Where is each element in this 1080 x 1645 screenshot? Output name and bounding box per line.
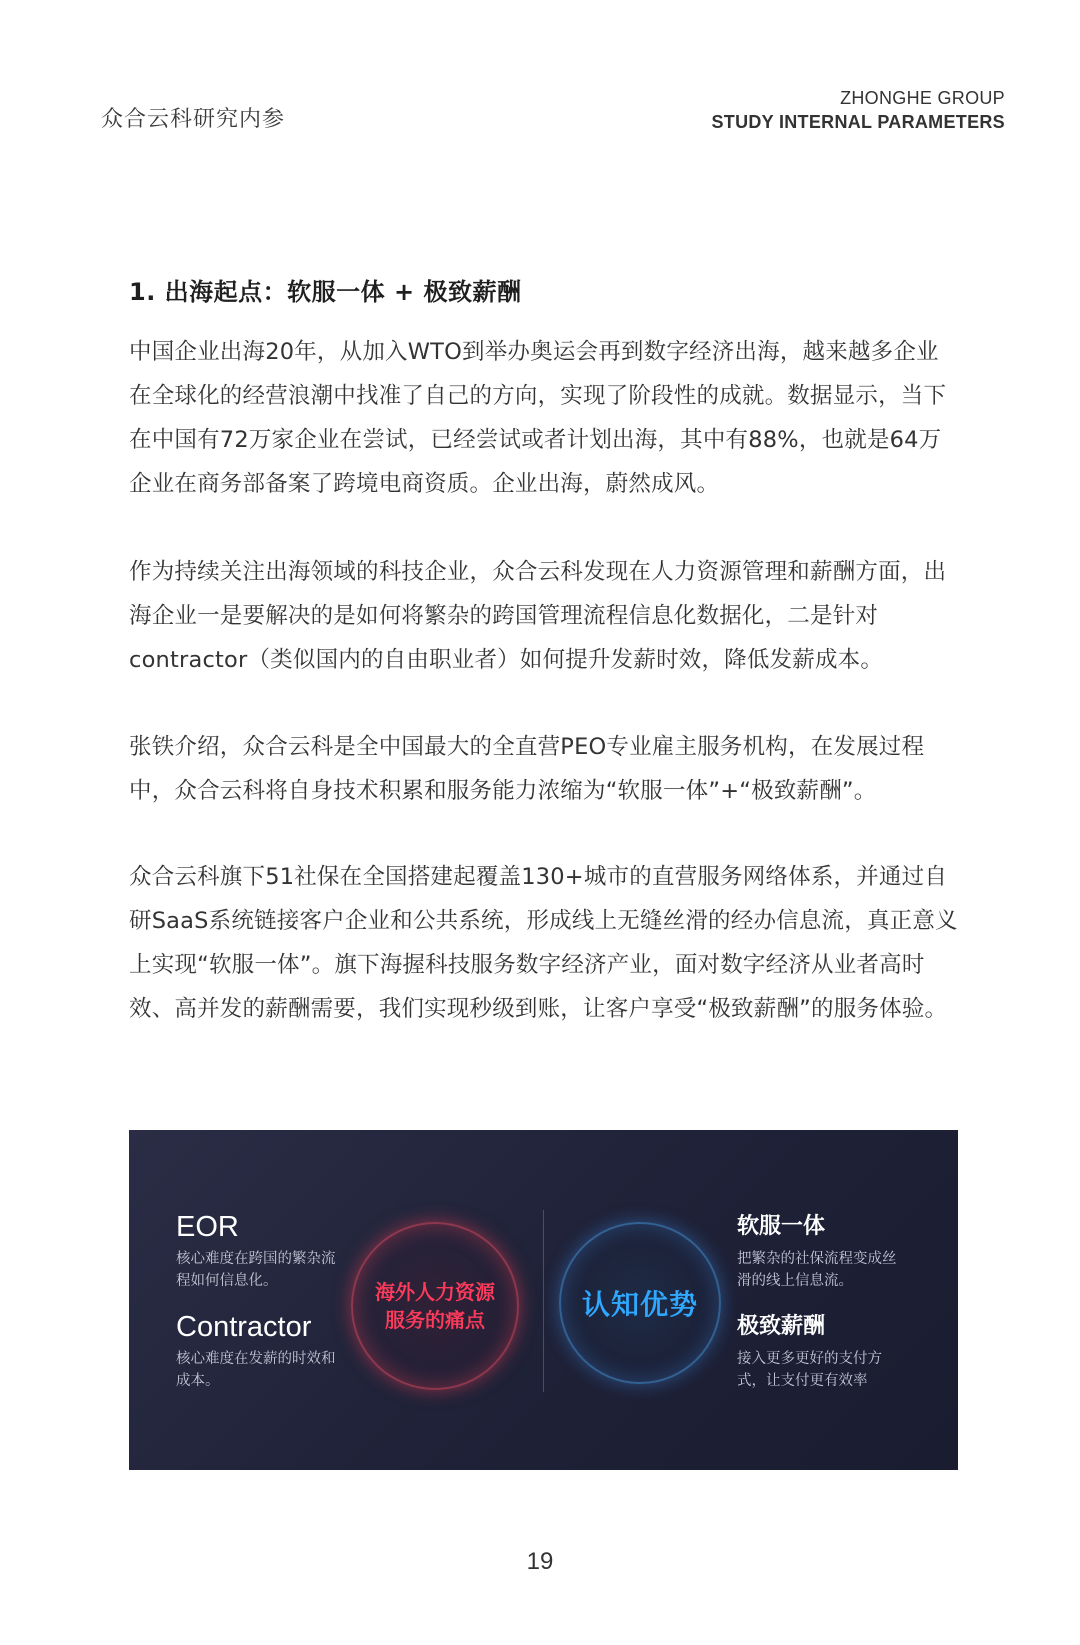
paragraph-2: 作为持续关注出海领域的科技企业，众合云科发现在人力资源管理和薪酬方面，出海企业一是要解决的是如何将繁杂的跨国管理流程信息化数据化，二是针对contractor（类似国内的自由职业者）如何提升发薪时效，降低发薪成本。 <box>129 559 947 673</box>
advantage-label: 认知优势 <box>581 1288 698 1321</box>
paragraph-3: 张铁介绍，众合云科是全中国最大的全直营PEO专业雇主服务机构，在发展过程中，众合云科将自身技术积累和服务能力浓缩为“软服一体”+“极致薪酬”。 <box>129 734 925 804</box>
header-brand-line1: ZHONGHE GROUP <box>840 88 1005 108</box>
header-brand-line2: STUDY INTERNAL PARAMETERS <box>711 112 1005 132</box>
paragraph-4: 众合云科旗下51社保在全国搭建起覆盖130+城市的直营服务网络体系，并通过自研SaaS系统链接客户企业和公共系统，形成线上无缝丝滑的经办信息流，真正意义上实现“软服一体”。旗下海握科技服务数字经济产业，面对数字经济从业者高时效、高并发的薪酬需要，我们实现秒级到账，让客户享受“极致薪酬”的服务体验。 <box>129 864 958 1022</box>
soft-service-title: 软服一体 <box>737 1214 826 1239</box>
soft-service-block <box>737 1210 907 1292</box>
soft-service-description: 把繁杂的社保流程变成丝滑的线上信息流。 <box>737 1251 897 1289</box>
page-number: 19 <box>526 1548 554 1575</box>
section-title: 1. 出海起点：软服一体 + 极致薪酬 <box>129 278 522 306</box>
header-brand <box>711 86 1005 134</box>
pain-point-label: 海外人力资源服务的痛点 <box>375 1280 495 1332</box>
header-publication-title: 众合云科研究内参 <box>101 107 286 132</box>
paragraph-1: 中国企业出海20年，从加入WTO到举办奥运会再到数字经济出海，越来越多企业在全球化的经营浪潮中找准了自己的方向，实现了阶段性的成就。数据显示，当下在中国有72万家企业在尝试，已经尝试或者计划出海，其中有88%，也就是64万企业在商务部备案了跨境电商资质。企业出海，蔚然成风。 <box>129 339 947 497</box>
banner-divider <box>543 1210 544 1392</box>
eor-block <box>176 1210 346 1292</box>
contractor-description: 核心难度在发薪的时效和成本。 <box>176 1351 336 1389</box>
ultimate-pay-title: 极致薪酬 <box>737 1314 826 1339</box>
ultimate-pay-block <box>737 1310 907 1392</box>
infographic-banner <box>129 1130 958 1470</box>
ultimate-pay-description: 接入更多更好的支付方式，让支付更有效率 <box>737 1351 882 1389</box>
eor-title: EOR <box>176 1211 239 1243</box>
eor-description: 核心难度在跨国的繁杂流程如何信息化。 <box>176 1251 336 1289</box>
pain-point-circle <box>351 1222 519 1390</box>
contractor-title: Contractor <box>176 1311 312 1343</box>
advantage-circle <box>559 1222 721 1384</box>
contractor-block <box>176 1310 346 1392</box>
